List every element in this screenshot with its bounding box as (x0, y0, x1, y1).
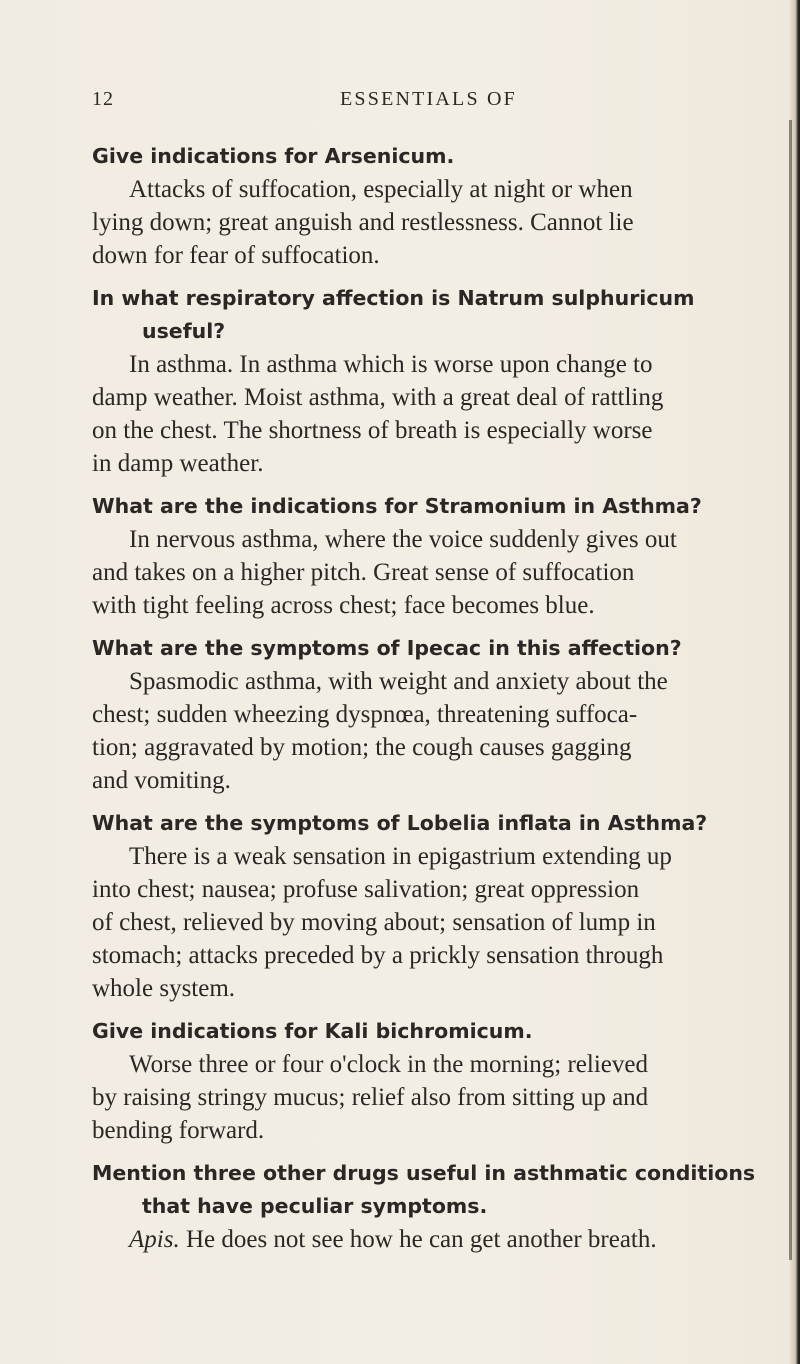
page-body (92, 140, 790, 1266)
page-header (92, 88, 792, 118)
question: What are the symptoms of Ipecac in this affection? (92, 636, 682, 660)
answer-text: He does not see how he can get another breath. (185, 1226, 657, 1253)
answer: Spasmodic asthma, with weight and anxiety about the chest; sudden wheezing dyspnœa, threatening suffoca- tion; aggravated by motion; the cough causes gagging and vomiting. (92, 668, 668, 794)
qa-block-other-drugs (92, 1157, 790, 1256)
answer: In nervous asthma, where the voice suddenly gives out and takes on a higher pitch. Great sense of suffocation with tight feeling across chest; face becomes blue. (92, 526, 677, 619)
answer: There is a weak sensation in epigastrium extending up into chest; nausea; profuse salivation; great oppression of chest, relieved by moving about; sensation of lump in stomach; attacks preceded by a prickly sensation through whole system. (92, 843, 672, 1002)
qa-block-arsenicum (92, 140, 790, 272)
qa-block-kali-bichromicum (92, 1015, 790, 1147)
running-head: ESSENTIALS OF (340, 88, 517, 110)
qa-block-ipecac (92, 632, 790, 797)
answer: Worse three or four o'clock in the morning; relieved by raising stringy mucus; relief also from sitting up and bending forward. (92, 1051, 649, 1144)
qa-block-lobelia (92, 807, 790, 1005)
question: In what respiratory affection is Natrum sulphuricum useful? (92, 286, 695, 343)
answer (92, 1223, 790, 1256)
answer: Attacks of suffocation, especially at night or when lying down; great anguish and restlessness. Cannot lie down for fear of suffocation. (92, 176, 634, 269)
question: Give indications for Kali bichromicum. (92, 1019, 533, 1043)
drug-name-apis: Apis. (129, 1226, 180, 1253)
question: What are the indications for Stramonium in Asthma? (92, 494, 702, 518)
question: Give indications for Arsenicum. (92, 144, 455, 168)
answer: In asthma. In asthma which is worse upon change to damp weather. Moist asthma, with a great deal of rattling on the chest. The shortness of breath is especially worse in damp weather. (92, 351, 664, 477)
qa-block-natrum-sulphuricum (92, 282, 790, 480)
page-number: 12 (92, 88, 114, 110)
qa-block-stramonium (92, 490, 790, 622)
question: Mention three other drugs useful in asthmatic conditions that have peculiar symptoms. (92, 1161, 756, 1218)
question: What are the symptoms of Lobelia inflata in Asthma? (92, 811, 708, 835)
